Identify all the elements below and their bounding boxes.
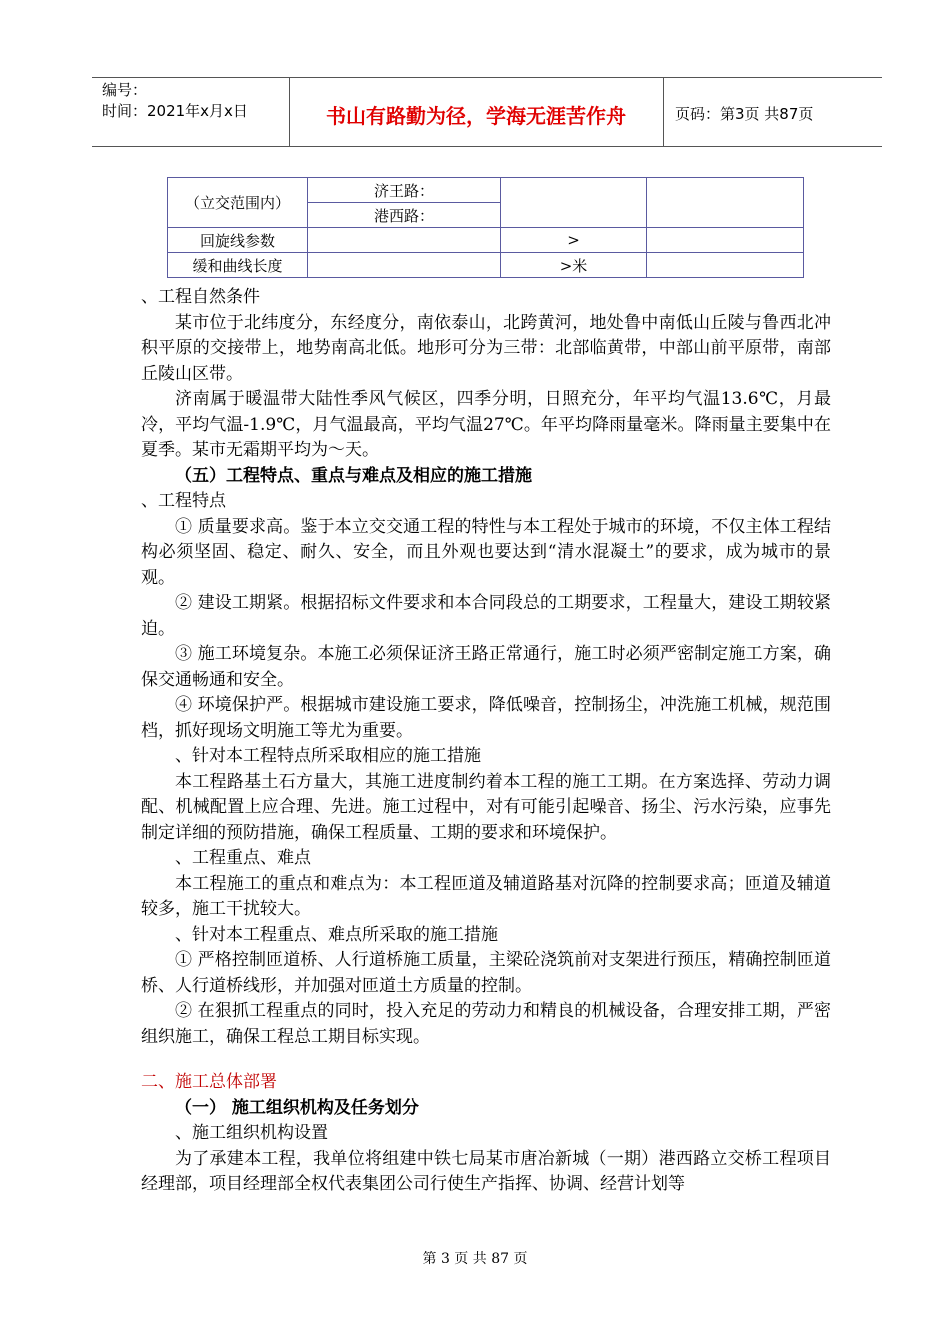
page-header (92, 77, 882, 147)
paragraph: 济南属于暖温带大陆性季风气候区，四季分明，日照充分，年平均气温13.6℃，月最冷，平均气温-1.9℃，月气温最高，平均气温27℃。年平均降雨量毫米。降雨量主要集中在夏季。某市无霜期平均为～天。 (141, 389, 831, 460)
table-row (168, 178, 804, 203)
table-cell (308, 253, 501, 278)
table-cell: 港西路： (308, 203, 501, 228)
paragraph: 本工程施工的重点和难点为：本工程匝道及辅道路基对沉降的控制要求高；匝道及辅道较多，施工干扰较大。 (141, 873, 831, 919)
paragraph: 本工程路基土石方量大，其施工进度制约着本工程的施工工期。在方案选择、劳动力调配、机械配置上应合理、先进。施工过程中，对有可能引起噪音、扬尘、污水污染，应事先制定详细的预防措施，确保工程质量、工期的要求和环境保护。 (141, 771, 831, 843)
section-heading: （一） 施工组织机构及任务划分 (175, 1097, 419, 1118)
paragraph: ③ 施工环境复杂。本施工必须保证济王路正常通行，施工时必须严密制定施工方案，确保交通畅通和安全。 (141, 644, 831, 690)
table-cell (647, 178, 804, 228)
chapter-heading: 二、施工总体部署 (141, 1072, 277, 1092)
paragraph: ② 建设工期紧。根据招标文件要求和本合同段总的工期要求，工程量大，建设工期较紧迫。 (141, 593, 831, 639)
subheading: 、针对本工程重点、难点所采取的施工措施 (175, 924, 498, 945)
table-cell: 缓和曲线长度 (168, 253, 308, 278)
header-page-info: 页码：第3页 共87页 (675, 105, 814, 123)
header-divider (663, 78, 664, 146)
paragraph: ② 在狠抓工程重点的同时，投入充足的劳动力和精良的机械设备，合理安排工期，严密组织施工，确保工程总工期目标实现。 (141, 1001, 831, 1047)
subheading: 、施工组织机构设置 (175, 1123, 328, 1143)
section-heading: （五）工程特点、重点与难点及相应的施工措施 (175, 465, 532, 486)
subheading: 、工程自然条件 (141, 287, 260, 307)
time-label: 时间：2021年x月x日 (102, 102, 248, 120)
page-footer: 第 3 页 共 87 页 (422, 1251, 528, 1267)
paragraph: ① 严格控制匝道桥、人行道桥施工质量，主梁砼浇筑前对支架进行预压，精确控制匝道桥、人行道桥线形，并加强对匝道土方质量的控制。 (141, 950, 831, 996)
document-body (141, 285, 831, 1198)
paragraph: ④ 环境保护严。根据城市建设施工要求，降低噪音，控制扬尘，冲洗施工机械，规范围档，抓好现场文明施工等尤为重要。 (141, 695, 831, 741)
spacer (141, 1050, 831, 1070)
table-cell (501, 178, 647, 228)
table-cell (647, 228, 804, 253)
table-cell: 回旋线参数 (168, 228, 308, 253)
subheading: 、工程重点、难点 (175, 848, 311, 868)
paragraph: ① 质量要求高。鉴于本立交交通工程的特性与本工程处于城市的环境，不仅主体工程结构必须坚固、稳定、耐久、安全，而且外观也要达到“清水混凝土”的要求，成为城市的景观。 (141, 516, 831, 588)
table-cell (308, 228, 501, 253)
table-cell: >米 (501, 253, 647, 278)
header-left (102, 80, 248, 122)
parameter-table (167, 177, 804, 278)
table-cell: 济王路： (308, 178, 501, 203)
paragraph: 为了承建本工程，我单位将组建中铁七局某市唐冶新城（一期）港西路立交桥工程项目经理部，项目经理部全权代表集团公司行使生产指挥、协调、经营计划等 (141, 1148, 831, 1194)
header-motto: 书山有路勤为径，学海无涯苦作舟 (326, 104, 626, 128)
table-cell: （立交范围内） (168, 178, 308, 228)
subheading: 、针对本工程特点所采取相应的施工措施 (175, 746, 481, 766)
subheading: 、工程特点 (141, 491, 226, 511)
table-row (168, 228, 804, 253)
table-cell: > (501, 228, 647, 253)
table-cell (647, 253, 804, 278)
code-label: 编号： (102, 81, 148, 99)
paragraph: 某市位于北纬度分，东经度分，南依泰山，北跨黄河，地处鲁中南低山丘陵与鲁西北冲积平原的交接带上，地势南高北低。地形可分为三带：北部临黄带，中部山前平原带，南部丘陵山区带。 (141, 312, 831, 384)
table-row (168, 253, 804, 278)
